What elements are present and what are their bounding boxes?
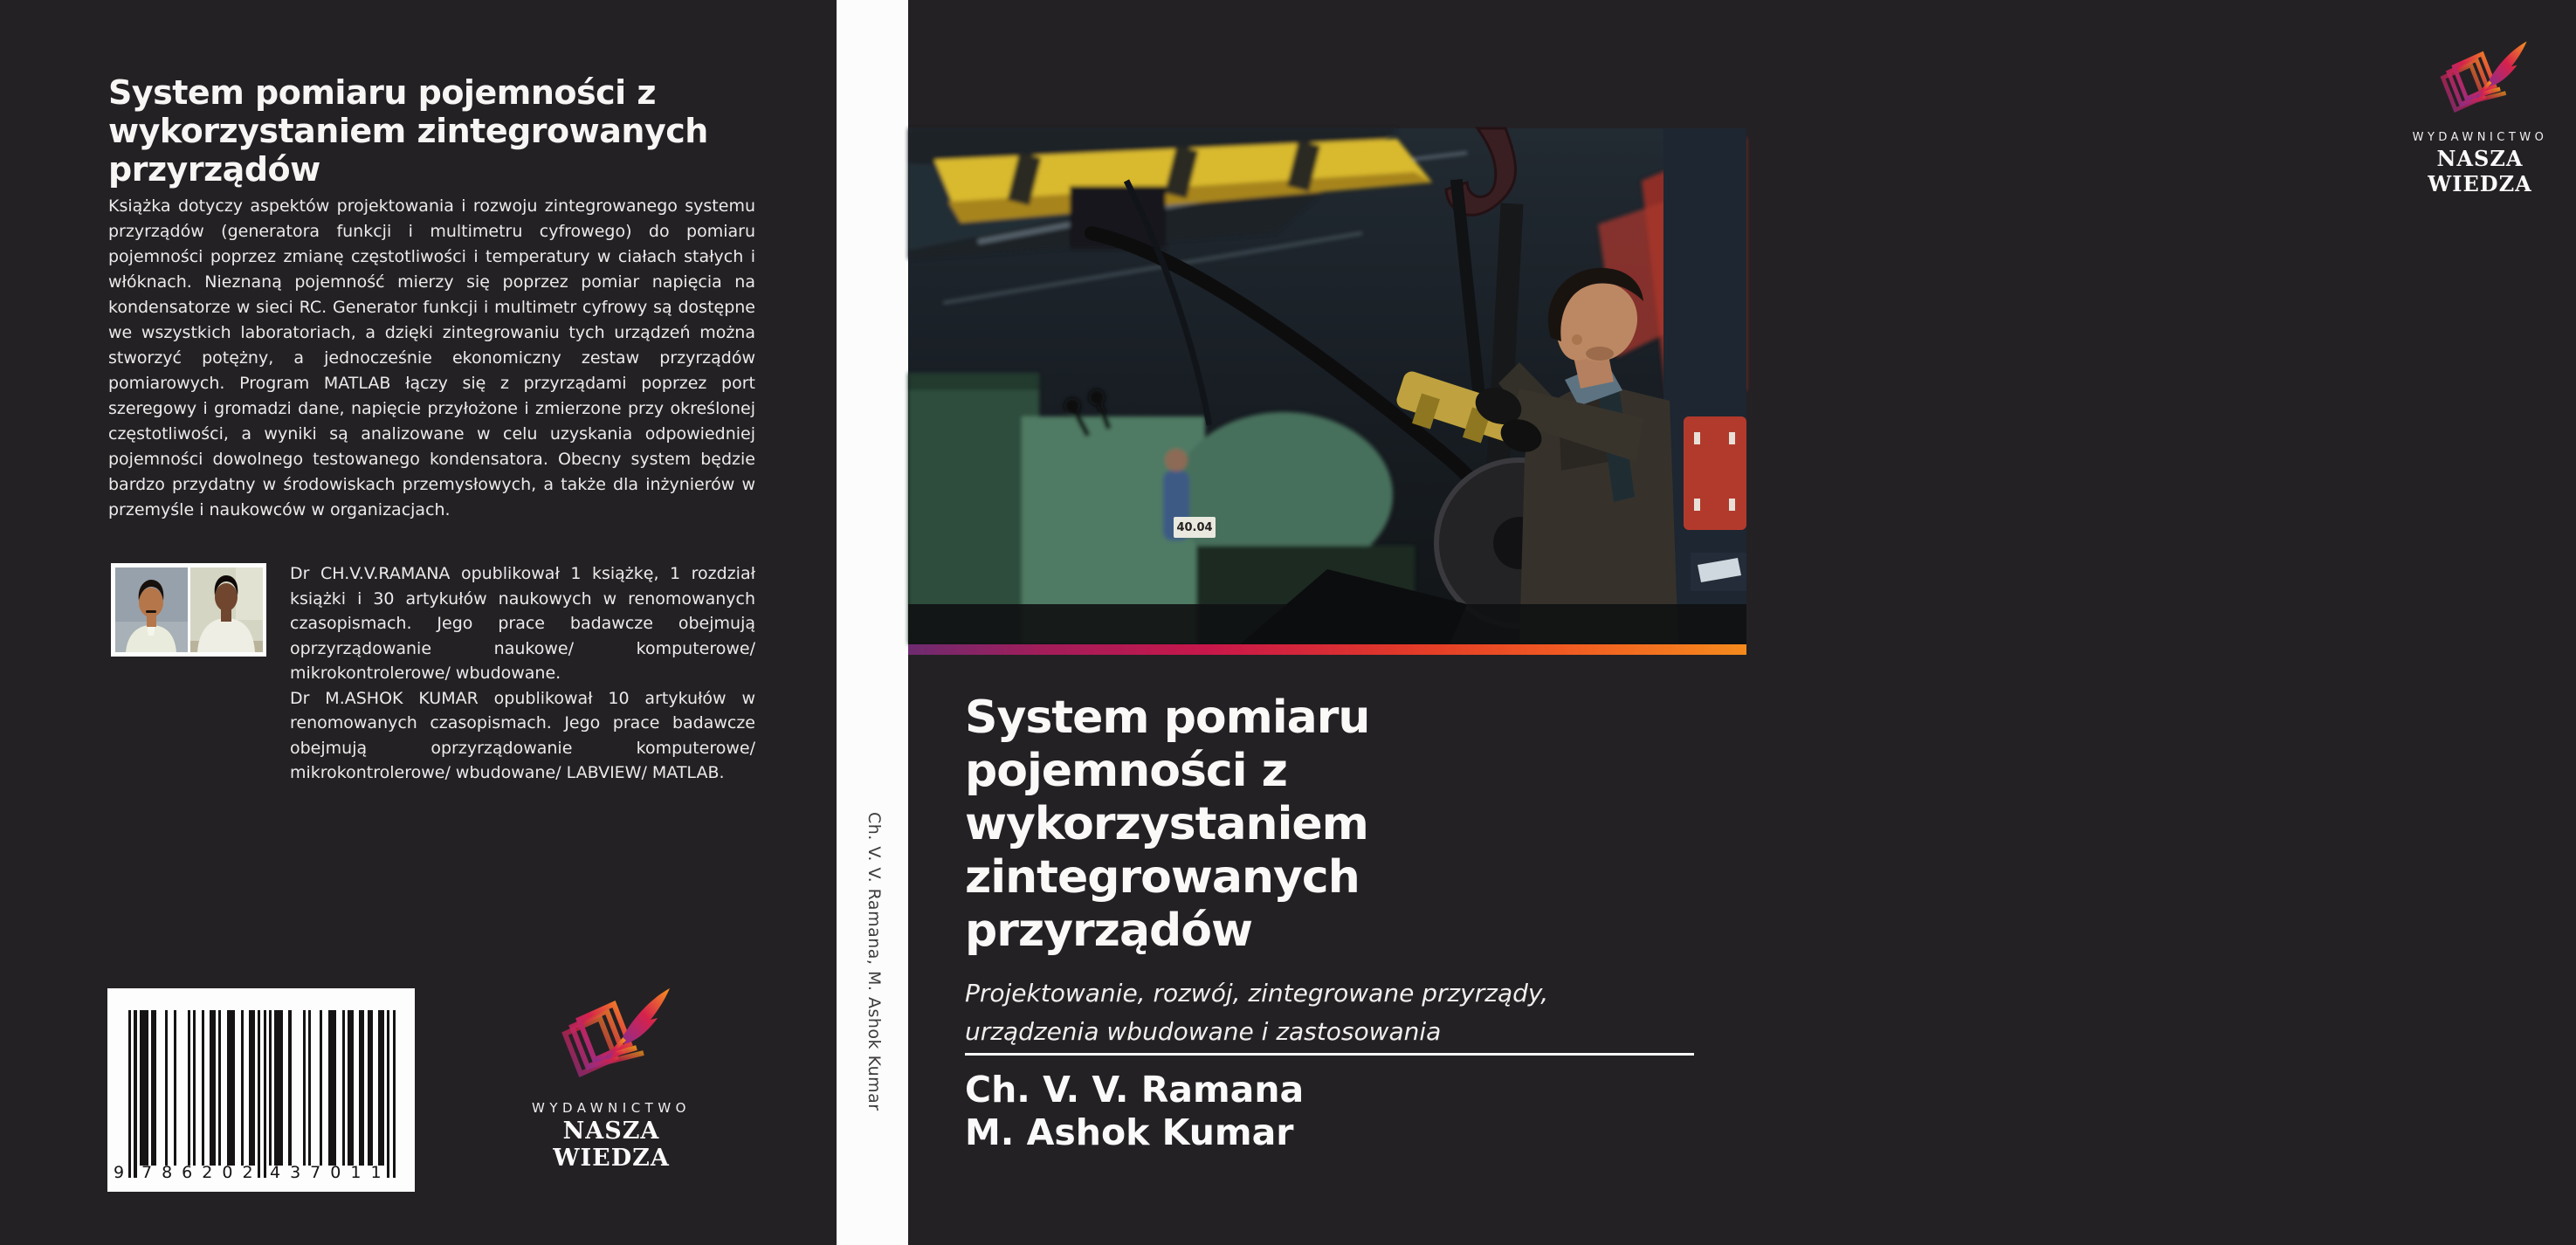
front-title-line-1: System pomiaru xyxy=(965,691,1370,744)
publisher-name-line-1: WYDAWNICTWO xyxy=(532,1100,691,1116)
author-name-1: Ch. V. V. Ramana xyxy=(965,1069,1305,1111)
spine-authors-text: Ch. V. V. Ramana, M. Ashok Kumar xyxy=(864,812,884,1111)
bio-paragraph-2: Dr M.ASHOK KUMAR opublikował 10 artykułów w renomowanych czasopismach. Jego prace badawcze obejmują oprzyrządowanie komputerowe/ mikrokontrolerowe/ wbudowane/ LABVIEW/ MATLAB. xyxy=(290,688,755,782)
machine-number-plate: 40.04 xyxy=(1174,517,1216,538)
book-feather-logo-icon xyxy=(2428,38,2532,124)
book-feather-logo-icon xyxy=(546,985,677,1091)
accent-gradient-bar xyxy=(908,644,1746,655)
back-cover-title xyxy=(108,73,789,189)
subtitle-line-2: urządzenia wbudowane i zastosowania xyxy=(965,1017,1442,1046)
authors-bio xyxy=(290,561,755,786)
publisher-name-line-2: NASZA WIEDZA xyxy=(2428,146,2532,196)
back-title-line-3: przyrządów xyxy=(108,150,320,189)
front-title-line-2: pojemności z xyxy=(965,745,1287,797)
author-name-2: M. Ashok Kumar xyxy=(965,1111,1294,1153)
back-title-line-1: System pomiaru pojemności z xyxy=(108,73,656,112)
barcode-digit-group-2: 437011 xyxy=(270,1163,391,1182)
back-title-line-2: wykorzystaniem zintegrowanych xyxy=(108,112,708,150)
author-portrait-right-photo xyxy=(190,567,263,652)
spine xyxy=(837,0,908,1245)
front-cover-title xyxy=(965,691,1369,958)
front-cover-subtitle xyxy=(965,974,1694,1056)
industrial-worker-photo xyxy=(908,128,1746,644)
back-cover-description: Książka dotyczy aspektów projektowania i rozwoju zintegrowanego systemu przyrządów (generatora funkcji i multimetru cyfrowego) do pomiaru pojemności poprzez zmianę częstotliwości i temperatury w ciałach stałych i włóknach. Nieznaną pojemność mierzy się poprzez pomiar napięcia na kondensatorze w sieci RC. Generator funkcji i multimetr cyfrowy są dostępne we wszystkich laboratoriach, a dzięki zintegrowaniu tych urządzeń można stworzyć potężny, a jednocześnie ekonomiczny zestaw przyrządów pomiarowych. Program MATLAB łączy się z przyrządami poprzez port szeregowy i gromadzi dane, napięcie przyłożone i zmierzone przy określonej częstotliwości, a wyniki są analizowane w celu uzyskania odpowiedniej pojemności dowolnego testowanego kondensatora. Obecny system będzie bardzo przydatny w środowiskach przemysłowych, a także dla inżynierów w przemyśle i naukowców w organizacjach. xyxy=(108,196,755,519)
front-cover-authors xyxy=(965,1069,1304,1154)
barcode-bars xyxy=(128,1010,396,1178)
publisher-name-line-1: WYDAWNICTWO xyxy=(2412,131,2548,144)
publisher-logo-front xyxy=(2384,0,2576,196)
authors-photo-frame xyxy=(111,563,266,657)
isbn-barcode xyxy=(107,988,415,1192)
publisher-name-line-2: NASZA WIEDZA xyxy=(553,1118,670,1172)
front-title-line-3: wykorzystaniem xyxy=(965,798,1368,850)
barcode-digit-lead: 9 xyxy=(114,1163,125,1182)
front-title-line-4: zintegrowanych xyxy=(965,851,1360,904)
subtitle-line-1: Projektowanie, rozwój, zintegrowane przyrządy, xyxy=(965,979,1549,1008)
front-cover xyxy=(908,0,2548,1245)
bio-paragraph-1: Dr CH.V.V.RAMANA opublikował 1 książkę, 1 rozdział książki i 30 artykułów naukowych w renomowanych czasopismach. Jego prace badawcze obejmują oprzyrządowanie naukowe/ komputerowe/ mikrokontrolerowe/ wbudowane. xyxy=(290,564,755,683)
publisher-logo-back xyxy=(502,985,720,1172)
author-portrait-left-photo xyxy=(115,567,188,652)
front-title-line-5: przyrządów xyxy=(965,905,1253,957)
barcode-digit-group-1: 786202 xyxy=(141,1163,263,1182)
